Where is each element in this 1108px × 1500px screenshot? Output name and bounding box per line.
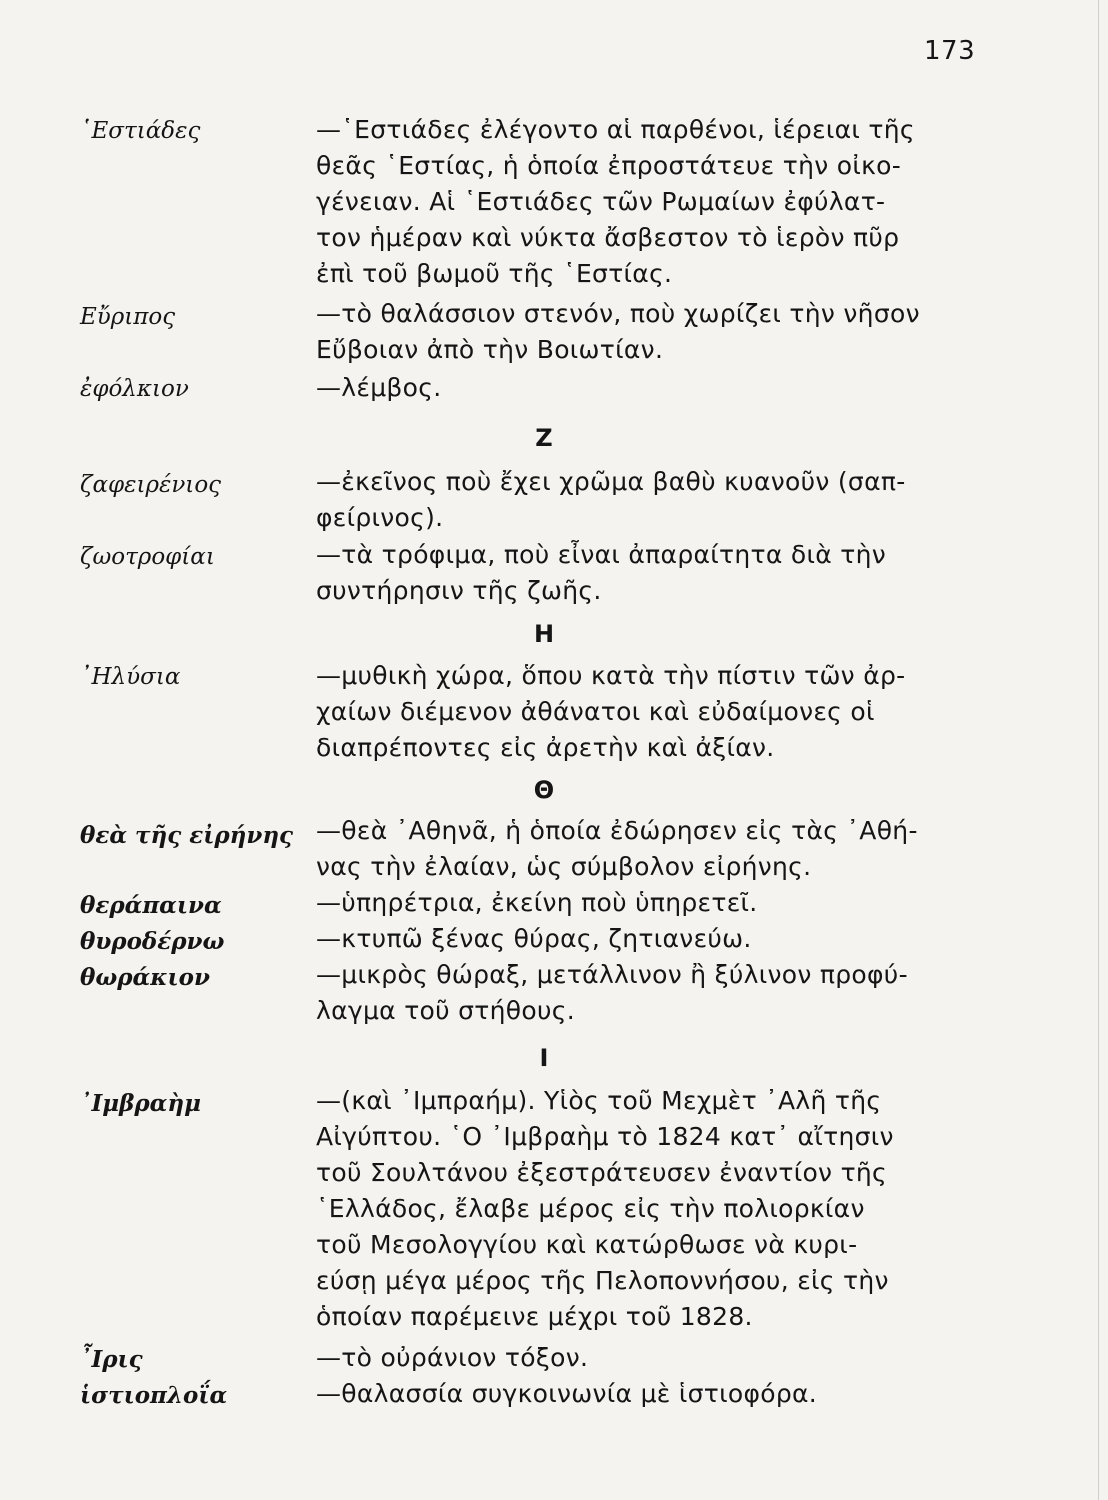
entry-term: ᾿Ηλύσια (80, 664, 181, 690)
entry-term: θωράκιον (80, 964, 210, 991)
entry-definition: —μυθικὴ χώρα, ὅπου κατὰ τὴν πίστιν τῶν ἀρ- χαίων διέμενον ἀθάνατοι καὶ εὐδαίμονες οἱ διαπρέποντες εἰς ἀρετὴν καὶ ἀξίαν. (316, 661, 906, 762)
entry-term: ζαφειρένιος (80, 472, 222, 498)
entry-definition: —῾Εστιάδες ἐλέγοντο αἱ παρθένοι, ἱέρειαι τῆς θεᾶς ῾Εστίας, ἡ ὁποία ἐπροστάτευε τὴν οἰκο- γένειαν. Αἱ ῾Εστιάδες τῶν Ρωμαίων ἐφύλατ- τον ἡμέραν καὶ νύκτα ἄσβεστον τὸ ἱερὸν πῦρ ἐπὶ τοῦ βωμοῦ τῆς ῾Εστίας. (316, 115, 915, 288)
entry-definition: —τὸ οὐράνιον τόξον. (316, 1343, 589, 1372)
entry-term: Εὔριπος (80, 304, 176, 330)
entry-term: ζωοτροφίαι (80, 544, 215, 570)
entry-term: ἐφόλκιον (80, 376, 189, 402)
entry-definition: —θαλασσία συγκοινωνία μὲ ἱστιοφόρα. (316, 1379, 818, 1408)
entry-term: θεὰ τῆς εἰρήνης (80, 822, 294, 849)
section-letter-theta: Θ (533, 776, 555, 804)
entry-definition: —θεὰ ᾿Αθηνᾶ, ἡ ὁποία ἐδώρησεν εἰς τὰς ᾿Αθή- νας τὴν ἐλαίαν, ὡς σύμβολον εἰρήνης. (316, 816, 918, 881)
entry-definition: —ἐκεῖνος ποὺ ἔχει χρῶμα βαθὺ κυανοῦν (σαπ- φείρινος). (316, 467, 906, 532)
entry-definition: —(καὶ ᾿Ιμπραήμ). Υἱὸς τοῦ Μεχμὲτ ᾿Αλῆ τῆς Αἰγύπτου. ῾Ο ᾿Ιμβραὴμ τὸ 1824 κατ᾿ αἴτησιν τοῦ Σουλτάνου ἐξεστράτευσεν ἐναντίον τῆς ῾Ελλάδος, ἔλαβε μέρος εἰς τὴν πολιορκίαν τοῦ Μεσολογγίου καὶ κατώρθωσε νὰ κυρι- εύσῃ μέγα μέρος τῆς Πελοποννήσου, εἰς τὴν ὁποίαν παρέμεινε μέχρι τοῦ 1828. (316, 1086, 894, 1331)
entry-term: θυροδέρνω (80, 928, 225, 955)
entry-definition: —λέμβος. (316, 373, 442, 402)
entry-definition: —μικρὸς θώραξ, μετάλλινον ἢ ξύλινον προφύ- λαγμα τοῦ στήθους. (316, 960, 908, 1025)
entry-definition: —τὰ τρόφιμα, ποὺ εἶναι ἀπαραίτητα διὰ τὴν συντήρησιν τῆς ζωῆς. (316, 540, 887, 605)
entry-term: ᾿Ιμβραὴμ (80, 1090, 201, 1117)
section-letter-zeta: Ζ (535, 424, 553, 452)
entry-term: θεράπαινα (80, 892, 222, 919)
section-letter-eta: Η (533, 620, 555, 648)
entry-definition: —κτυπῶ ξένας θύρας, ζητιανεύω. (316, 924, 752, 953)
section-letter-iota: Ι (539, 1044, 549, 1072)
entry-definition: —τὸ θαλάσσιον στενόν, ποὺ χωρίζει τὴν νῆσον Εὔβοιαν ἀπὸ τὴν Βοιωτίαν. (316, 299, 920, 364)
entry-term: ῾Εστιάδες (80, 118, 201, 144)
entry-definition: —ὑπηρέτρια, ἐκείνη ποὺ ὑπηρετεῖ. (316, 888, 758, 917)
entry-term: ἱστιοπλοΐα (80, 1382, 228, 1409)
page-edge (1098, 0, 1099, 1500)
page-number: 173 (924, 36, 976, 66)
entry-term: ῏Ιρις (80, 1346, 143, 1373)
